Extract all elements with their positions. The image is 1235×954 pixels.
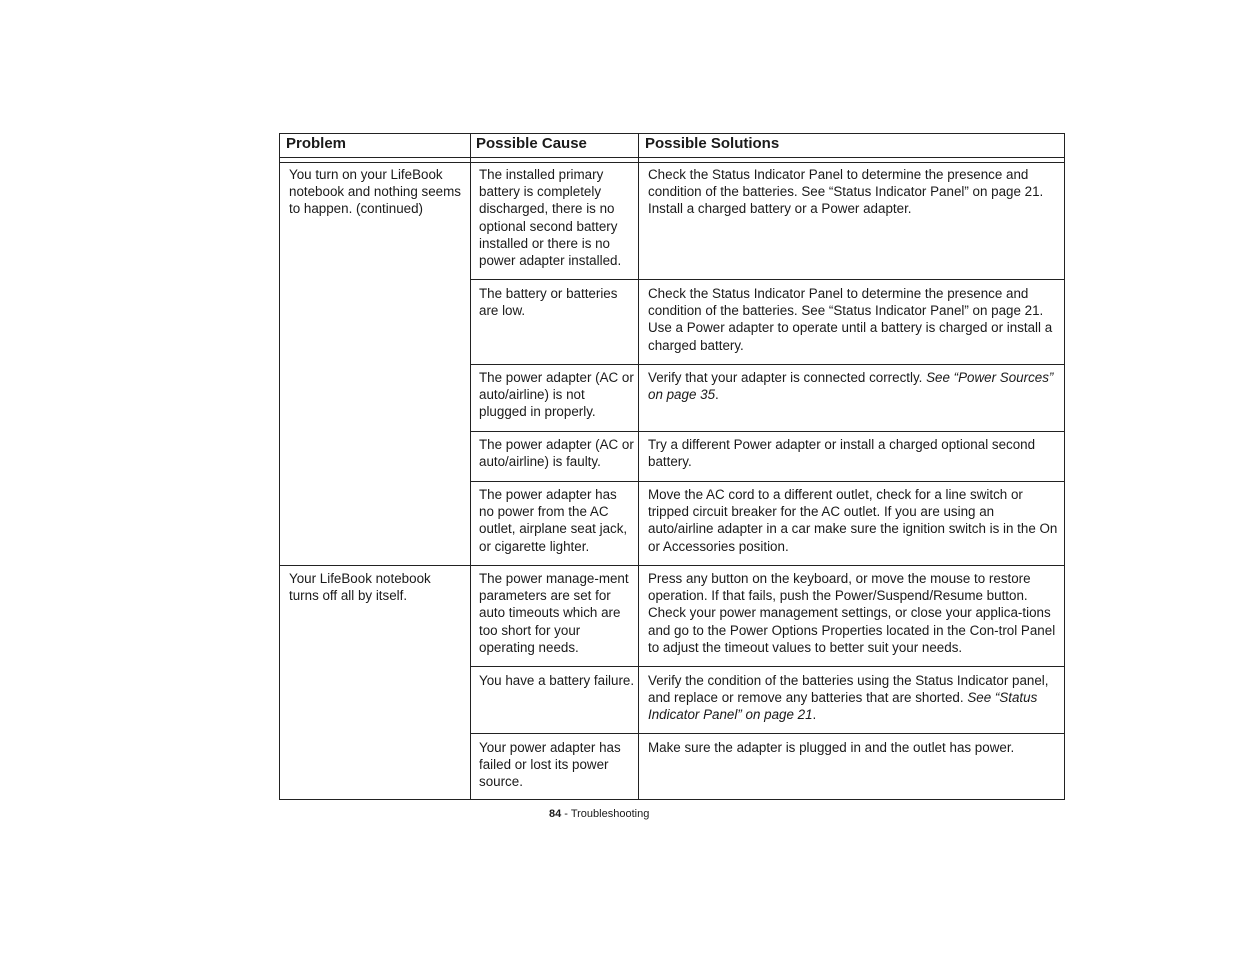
row-divider — [470, 481, 1065, 482]
cause-cell: The power adapter has no power from the AC outlet, airplane seat jack, or cigarette lighter. — [479, 487, 628, 554]
solution-end: . — [715, 387, 719, 403]
cross-reference: See “Power Sources” on page 35 — [648, 370, 1054, 403]
solution-cell: Make sure the adapter is plugged in and the outlet has power. — [648, 740, 1015, 755]
solution-cell: Move the AC cord to a different outlet, check for a line switch or tripped circuit breaker for the AC outlet. If you are using an auto/airline adapter in a car make sure the ignition switch is in the On or Accessories position. — [648, 487, 1058, 554]
solution-cell: Check the Status Indicator Panel to determine the presence and condition of the batteries. See “Status Indicator Panel” on page 21. Use a Power adapter to operate until a battery is charged or install a charged battery. — [648, 286, 1053, 353]
cause-cell: You have a battery failure. — [479, 673, 635, 688]
header-problem: Problem — [286, 135, 347, 152]
solution-text: Verify the condition of the batteries using the Status Indicator panel, and replace or remove any batteries that are shorted. — [648, 673, 1049, 706]
solution-cell: Check the Status Indicator Panel to determine the presence and condition of the batteries. See “Status Indicator Panel” on page 21. Install a charged battery or a Power adapter. — [648, 167, 1044, 217]
cause-cell: The power adapter (AC or auto/airline) is not plugged in properly. — [479, 370, 634, 420]
header-rule — [279, 162, 1065, 163]
solution-end: . — [812, 707, 817, 723]
column-divider — [470, 133, 471, 800]
column-divider — [638, 133, 639, 800]
problem-cell: Your LifeBook notebook turns off all by itself. — [289, 571, 431, 604]
header-rule — [279, 157, 1065, 158]
row-divider — [470, 364, 1065, 365]
row-divider — [470, 431, 1065, 432]
cause-cell: The power adapter (AC or auto/airline) is faulty. — [479, 437, 634, 470]
row-divider — [470, 279, 1065, 280]
solution-cell: Press any button on the keyboard, or move the mouse to restore operation. If that fails, push the Power/Suspend/Resume button. Check your power management settings, or close your applica-tions and go to the Power Options Properties located in the Con-trol Panel to adjust the timeout values to better suit your needs. — [648, 571, 1056, 655]
page-number: 84 — [549, 808, 562, 820]
footer-separator: - — [561, 808, 571, 820]
cause-cell: The battery or batteries are low. — [479, 286, 618, 319]
group-divider — [279, 565, 1065, 566]
header-possible-cause: Possible Cause — [476, 135, 587, 152]
cross-reference: See “Status Indicator Panel” on page 21 — [648, 690, 1038, 723]
cause-cell: The installed primary battery is completely discharged, there is no optional second battery installed or there is no power adapter installed. — [479, 167, 622, 269]
cause-cell: The power manage-ment parameters are set for auto timeouts which are too short for your operating needs. — [479, 571, 629, 655]
cause-cell: Your power adapter has failed or lost its power source. — [479, 740, 621, 790]
solution-text: Verify that your adapter is connected correctly. — [648, 370, 927, 385]
page-footer — [549, 808, 649, 821]
problem-cell: You turn on your LifeBook notebook and nothing seems to happen. (continued) — [289, 167, 461, 217]
row-divider — [470, 666, 1065, 667]
row-divider — [470, 733, 1065, 734]
footer-section: Troubleshooting — [570, 808, 650, 820]
solution-cell — [648, 369, 1058, 403]
solution-cell: Try a different Power adapter or install a charged optional second battery. — [648, 437, 1036, 470]
header-possible-solutions: Possible Solutions — [645, 135, 780, 152]
solution-cell — [648, 672, 1058, 724]
